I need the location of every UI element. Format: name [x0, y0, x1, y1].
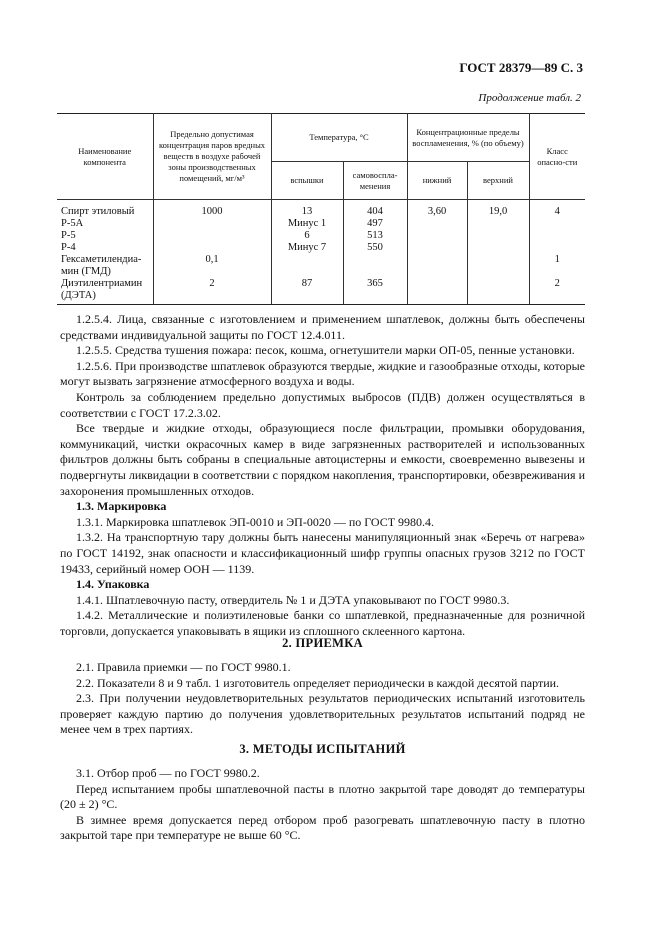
col-flash-header: вспышки — [271, 162, 343, 200]
col-limits-header: Концентрационные пределы воспламенения, % (по объему) — [407, 114, 529, 162]
paragraph: 1.2.5.6. При производстве шпатлевок образуются твердые, жидкие и газообразные отходы, которые могут вызвать загрязнение атмосферного воздуха и воды. — [60, 358, 585, 389]
section-1-text — [60, 312, 585, 639]
section-title: 2. ПРИЕМКА — [282, 636, 363, 650]
subsection-heading: 1.3. Маркировка — [76, 499, 167, 514]
col-pdk-header: Предельно допустимая концентрация паров вредных веществ в воздухе рабочей зоны производственных помещений, мг/м³ — [153, 114, 271, 200]
table-row: Гексаметилендиа- 0,1 1 — [57, 254, 585, 266]
paragraph: 1.2.5.4. Лица, связанные с изготовлением и применением шпатлевок, должны быть обеспечены средствами индивидуальной защиты по ГОСТ 12.4.011. — [60, 312, 585, 342]
paragraph: 2.2. Показатели 8 и 9 табл. 1 изготовитель определяет периодически в каждой десятой партии. — [76, 675, 560, 690]
subsection-heading: 1.4. Упаковка — [76, 577, 150, 592]
paragraph: 1.3.2. На транспортную тару должны быть нанесены манипуляционный знак «Беречь от нагрева» по ГОСТ 14192, знак опасности и классификационный шифр группы опасных грузов 3212 по ГОСТ 19433, серийный номер ООН — 1139. — [60, 530, 585, 576]
components-table — [57, 113, 585, 305]
table-row: (ДЭТА) — [57, 290, 585, 305]
paragraph: Перед испытанием пробы шпатлевочной пасты в плотно закрытой таре доводят до температуры (20 ± 2) °С. — [60, 781, 585, 812]
table-continuation-label: Продолжение табл. 2 — [478, 92, 581, 104]
paragraph: 1.4.1. Шпатлевочную пасту, отвердитель № 1 и ДЭТА упаковывают по ГОСТ 9980.3. — [76, 592, 510, 607]
table-row: Диэтилентриамин 2 87 365 2 — [57, 278, 585, 290]
paragraph: Все твердые и жидкие отходы, образующиеся после фильтрации, промывки оборудования, коммуникаций, чистки окрасочных камер в виде загрязненных растворителей и использованных фильтров должны быть собраны в специальные автоцистерны и емкости, своевременно вывезены и подвергнуты ликвидации в соответствии с порядком накопления, транспортировки, обезвреживания и захоронения промышленных отходов. — [60, 421, 585, 498]
col-selfignition-header: самовоспла-менения — [343, 162, 407, 200]
col-lower-header: нижний — [407, 162, 467, 200]
table-row: Р-4 Минус 7 550 — [57, 242, 585, 254]
paragraph: 1.3.1. Маркировка шпатлевок ЭП-0010 и ЭП-0020 — по ГОСТ 9980.4. — [76, 514, 435, 529]
page-header: ГОСТ 28379—89 С. 3 — [459, 60, 583, 75]
section-title: 3. МЕТОДЫ ИСПЫТАНИЙ — [239, 742, 406, 756]
paragraph: В зимнее время допускается перед отбором проб разогревать шпатлевочную пасту в плотно закрытой таре при температуре не выше 60 °С. — [60, 812, 585, 843]
col-name-header: Наименование компонента — [57, 114, 153, 200]
paragraph: 1.4.2. Металлические и полиэтиленовые банки со шпатлевкой, предназначенные для розничной торговли, допускается упаковывать в ящики из сплошного склеенного картона. — [60, 608, 585, 638]
table-row: Р-5А Минус 1 497 — [57, 218, 585, 230]
table-row: Спирт этиловый 1000 13 404 3,60 19,0 4 — [57, 200, 585, 219]
section-2-text — [60, 660, 585, 738]
col-temp-header: Температура, °С — [271, 114, 407, 162]
table-row: мин (ГМД) — [57, 266, 585, 278]
col-upper-header: верхний — [467, 162, 529, 200]
paragraph: 3.1. Отбор проб — по ГОСТ 9980.2. — [76, 766, 260, 780]
paragraph: 2.3. При получении неудовлетворительных результатов периодических испытаний изготовитель проверяет каждую партию до получения удовлетворительных результатов испытаний подряд не менее чем в трех партиях. — [60, 691, 585, 737]
paragraph: 1.2.5.5. Средства тушения пожара: песок, кошма, огнетушители марки ОП-05, пенные установки. — [76, 343, 575, 358]
section-3-text — [60, 766, 585, 844]
col-class-header: Класс опасно-сти — [529, 114, 585, 200]
table-row: Р-5 6 513 — [57, 230, 585, 242]
paragraph: Контроль за соблюдением предельно допустимых выбросов (ПДВ) должен осуществляться в соответствии с ГОСТ 17.2.3.02. — [60, 389, 585, 420]
paragraph: 2.1. Правила приемки — по ГОСТ 9980.1. — [76, 660, 291, 674]
